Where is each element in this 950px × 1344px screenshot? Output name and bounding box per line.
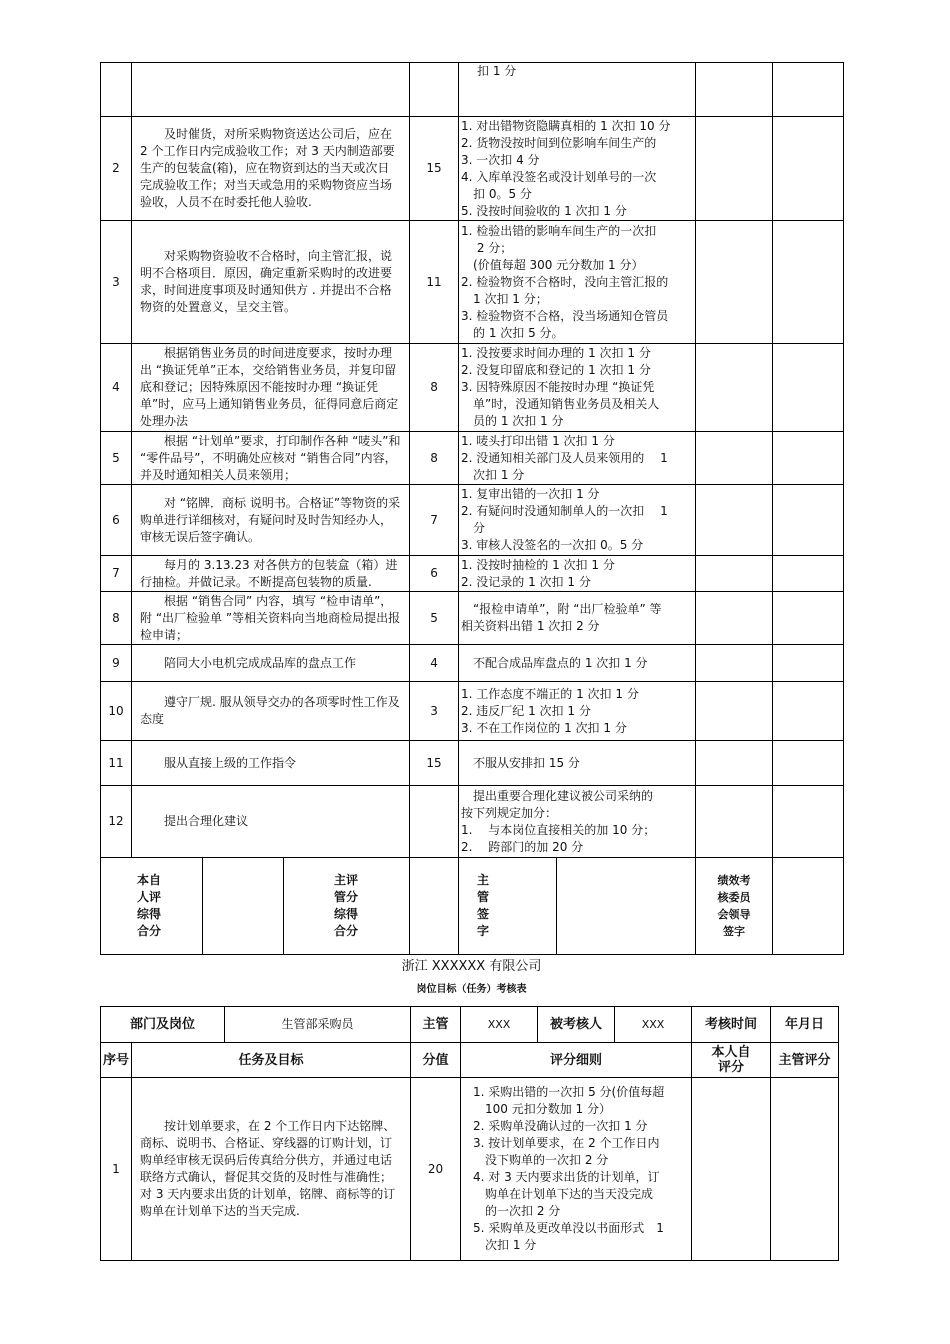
assessment-table [100,1006,839,1261]
supervisor-score-cell [773,682,844,741]
self-total-score-field[interactable] [203,858,284,955]
score-cell: 15 [410,741,459,786]
time-label: 考核时间 [692,1007,771,1043]
row-number: 4 [101,344,132,432]
table-row [101,645,844,682]
supervisor-value: XXX [461,1007,538,1043]
task-cell: 对采购物资验收不合格时，向主管汇报，说明不合格项目．原因，确定重新采购时的改进要求，时间进度事项及时通知供方 . 并提出不合格物资的处置意义，呈交主管。 [132,221,410,344]
score-cell: 15 [410,117,459,221]
supervisor-score-cell [773,645,844,682]
supervisor-score-cell [773,221,844,344]
supervisor-score-cell [773,485,844,556]
table-row [101,63,844,117]
task-cell [132,63,410,117]
score-cell: 8 [410,344,459,432]
rules-cell: 不服从安排扣 15 分 [459,741,696,786]
self-score-cell [696,741,773,786]
form-title: 岗位目标（任务）考核表 [416,984,527,995]
column-header-row [101,1043,839,1078]
supervisor-label: 主管 [411,1007,461,1043]
score-cell: 4 [410,645,459,682]
rules-cell: 扣 1 分 [459,63,696,117]
supervisor-sign-label: 主 管 签 字 [459,858,557,955]
row-number: 9 [101,645,132,682]
rules-cell: 1. 唛头打印出错 1 次扣 1 分 2. 没通知相关部门及人员来领用的 1 次扣 1 分 [459,432,696,485]
supervisor-score-cell [773,63,844,117]
table-row [101,682,844,741]
score-cell: 11 [410,221,459,344]
self-total-score-label: 本自 人评 综得 合分 [101,858,203,955]
signature-row [101,858,844,955]
assessee-label: 被考核人 [538,1007,615,1043]
supervisor-score-cell [773,432,844,485]
task-cell: 服从直接上级的工作指令 [132,741,410,786]
row-number: 11 [101,741,132,786]
supervisor-total-score-field[interactable] [410,858,459,955]
score-cell: 6 [410,556,459,592]
self-score-cell [696,485,773,556]
rules-cell: 1. 采购出错的一次扣 5 分(价值每超 100 元扣分数加 1 分） 2. 采购单没确认过的一次扣 1 分 3. 按计划单要求，在 2 个工作日内 没下购单的一次扣 2 分 4. 对 3 天内要求出货的计划单，订 购单在计划单下达的当天没完成 的一次扣 2 分 5. 采购单及更改单没以书面形式 1 次扣 1 分 [461,1078,692,1261]
supervisor-score-cell [773,344,844,432]
task-cell: 根据 “计划单”要求，打印制作各种 “唛头”和 “零件品号”，不明确处应核对 “销售合同”内容，并及时通知相关人员来领用； [132,432,410,485]
supervisor-score-cell [773,592,844,645]
row-number: 5 [101,432,132,485]
self-score-cell [696,556,773,592]
task-cell: 陪同大小电机完成成品库的盘点工作 [132,645,410,682]
task-cell: 按计划单要求，在 2 个工作日内下达铭牌、商标、说明书、合格证、穿线器的订购计划，订购单经审核无误码后传真给分供方，并通过电话联络方式确认，督促其交货的及时性与准确性；对 3 天内要求出货的计划单，铭牌、商标等的订购单在计划单下达的当天完成. [132,1078,411,1261]
supervisor-score-cell [773,117,844,221]
self-score-cell [696,344,773,432]
dept-value: 生管部采购员 [225,1007,411,1043]
task-cell: 根据 “销售合同” 内容，填写 “检申请单”，附 “出厂检验单 ”等相关资料向当地商检局提出报检申请； [132,592,410,645]
table-row [101,432,844,485]
row-number: 2 [101,117,132,221]
row-number: 3 [101,221,132,344]
score-cell: 7 [410,485,459,556]
self-score-cell [696,117,773,221]
table-row [101,344,844,432]
rules-cell: 1. 工作态度不端正的 1 次扣 1 分 2. 违反厂纪 1 次扣 1 分 3. 不在工作岗位的 1 次扣 1 分 [459,682,696,741]
rules-cell: “报检申请单”，附 “出厂检验单” 等 相关资料出错 1 次扣 2 分 [459,592,696,645]
committee-sign-field[interactable] [773,858,844,955]
col-rules: 评分细则 [461,1043,692,1078]
table-row [101,556,844,592]
rules-cell: 1. 没按时抽检的 1 次扣 1 分 2. 没记录的 1 次扣 1 分 [459,556,696,592]
assessment-table-continued [100,62,844,955]
col-no: 序号 [101,1043,132,1078]
supervisor-total-score-label: 主评 管分 综得 合分 [284,858,410,955]
self-score-cell [696,221,773,344]
self-score-cell [696,63,773,117]
col-task: 任务及目标 [132,1043,411,1078]
col-score: 分值 [411,1043,461,1078]
col-supervisor: 主管评分 [771,1043,839,1078]
self-score-cell[interactable] [692,1078,771,1261]
rules-cell: 1. 对出错物资隐瞒真相的 1 次扣 10 分 2. 货物没按时间到位影响车间生产的 3. 一次扣 4 分 4. 入库单没签名或没计划单号的一次 扣 0。5 分 5. 没按时间验收的 1 次扣 1 分 [459,117,696,221]
row-number: 12 [101,786,132,858]
rules-cell: 1. 复审出错的一次扣 1 分 2. 有疑问时没通知制单人的一次扣 1 分 3. 审核人没签名的一次扣 0。5 分 [459,485,696,556]
assessee-value: XXX [615,1007,692,1043]
task-cell: 提出合理化建议 [132,786,410,858]
supervisor-sign-field[interactable] [557,858,696,955]
table-row [101,221,844,344]
task-cell: 及时催货，对所采购物资送达公司后，应在 2 个工作日内完成验收工作；对 3 天内制造部要生产的包装盒(箱)，应在物资到达的当天或次日完成验收工作；对当天或急用的采购物资应当场验收，人员不在时委托他人验收. [132,117,410,221]
row-number: 8 [101,592,132,645]
company-name: 浙江 XXXXXX 有限公司 [401,959,542,974]
time-value: 年月日 [771,1007,839,1043]
row-number [101,63,132,117]
supervisor-score-cell [773,786,844,858]
table-row [101,786,844,858]
committee-sign-label: 绩效考 核委员 会领导 签字 [696,858,773,955]
rules-cell: 提出重要合理化建议被公司采纳的 按下列规定加分： 1. 与本岗位直接相关的加 10 分； 2. 跨部门的加 20 分 [459,786,696,858]
row-number: 7 [101,556,132,592]
score-cell [410,63,459,117]
self-score-cell [696,432,773,485]
rules-cell: 1. 没按要求时间办理的 1 次扣 1 分 2. 没复印留底和登记的 1 次扣 1 分 3. 因特殊原因不能按时办理 “换证凭 单”时，没通知销售业务员及相关人 员的 1 次扣 1 分 [459,344,696,432]
score-cell: 20 [411,1078,461,1261]
row-number: 1 [101,1078,132,1261]
supervisor-score-cell[interactable] [771,1078,839,1261]
task-cell: 对 “铭牌．商标 说明书。合格证”等物资的采购单进行详细核对，有疑问时及时告知经办人，审核无误后签字确认。 [132,485,410,556]
task-cell: 每月的 3.13.23 对各供方的包装盒（箱）进行抽检。并做记录。不断提高包装物的质量. [132,556,410,592]
self-score-cell [696,645,773,682]
table-row [101,117,844,221]
self-score-cell [696,682,773,741]
rules-cell: 1. 检验出错的影响车间生产的一次扣 2 分； (价值每超 300 元分数加 1 分） 2. 检验物资不合格时，没向主管汇报的 1 次扣 1 分； 3. 检验物资不合格，没当场通知仓管员 的 1 次扣 5 分。 [459,221,696,344]
supervisor-score-cell [773,741,844,786]
score-cell [410,786,459,858]
col-self: 本人自评分 [692,1043,771,1078]
score-cell: 5 [410,592,459,645]
supervisor-score-cell [773,556,844,592]
row-number: 10 [101,682,132,741]
rules-cell: 不配合成品库盘点的 1 次扣 1 分 [459,645,696,682]
table-row [101,1078,839,1261]
dept-label: 部门及岗位 [101,1007,225,1043]
score-cell: 8 [410,432,459,485]
task-cell: 根据销售业务员的时间进度要求，按时办理出 “换证凭单”正本，交给销售业务员，并复印留底和登记；因特殊原因不能按时办理 “换证凭单”时，应马上通知销售业务员，征得同意后商定处理办法 [132,344,410,432]
header-row [101,1007,839,1043]
self-score-cell [696,786,773,858]
table-row [101,592,844,645]
score-cell: 3 [410,682,459,741]
task-cell: 遵守厂规. 服从领导交办的各项零时性工作及态度 [132,682,410,741]
table-row [101,741,844,786]
row-number: 6 [101,485,132,556]
table-row [101,485,844,556]
self-score-cell [696,592,773,645]
